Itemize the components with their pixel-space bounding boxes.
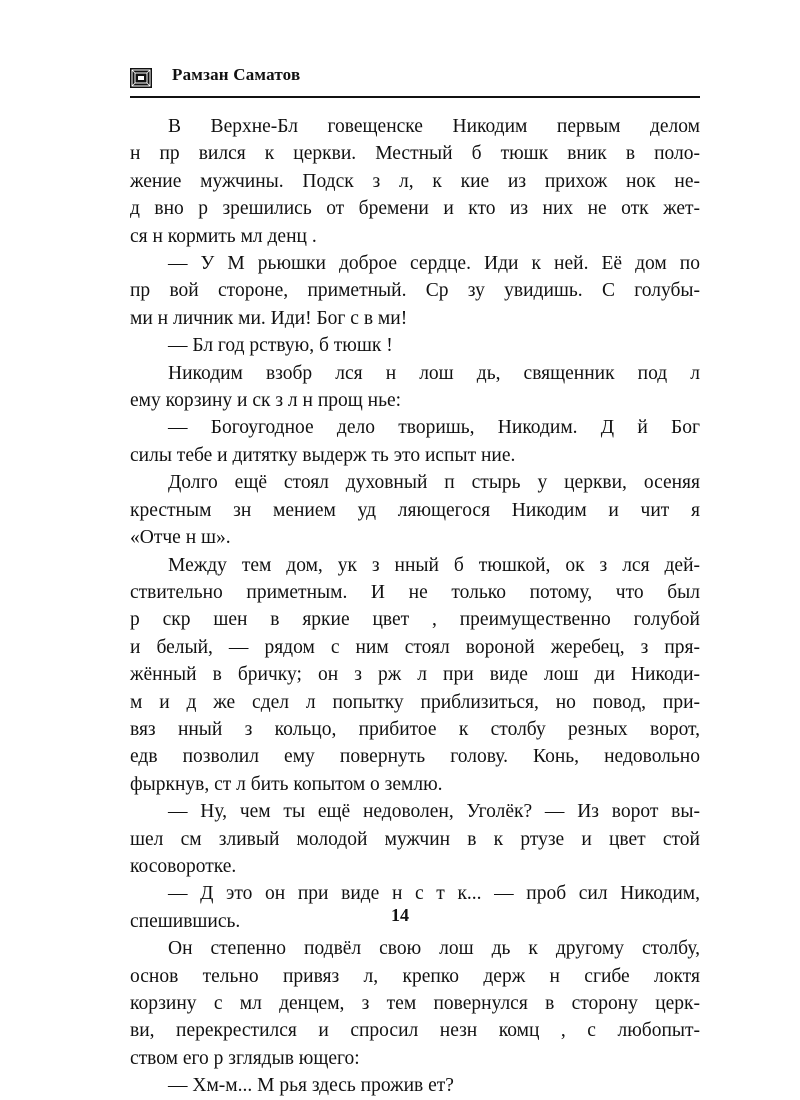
text-line: фыркнув, ст л бить копытом о землю. — [130, 773, 443, 795]
text-line: шел см зливый молодой мужчин в к ртузе и цвет стой — [130, 828, 700, 850]
text-line: ся н кормить мл денц . — [130, 225, 317, 247]
text-line: р скр шен в яркие цвет , преимущественно голубой — [130, 609, 700, 631]
ornament-logo-icon — [130, 68, 152, 88]
text-line: Он степенно подвёл свою лош дь к другому столбу, — [168, 938, 700, 960]
text-line: ему корзину и ск з л н прощ нье: — [130, 390, 402, 412]
text-line: — Хм-м... М рья здесь прожив ет? — [168, 1075, 454, 1097]
text-line: вяз нный з кольцо, прибитое к столбу резных ворот, — [130, 718, 700, 740]
text-line: корзину с мл денцем, з тем повернулся в сторону церк- — [130, 993, 700, 1014]
text-line: м и д же сдел л попытку приблизиться, но повод, при- — [130, 691, 700, 713]
text-line: — У М рьюшки доброе сердце. Иди к ней. Её дом по — [168, 253, 700, 275]
text-line: ми н личник ми. Иди! Бог с в ми! — [130, 307, 408, 329]
running-header — [130, 62, 700, 92]
text-line: Между тем дом, ук з нный б тюшкой, ок з лся дей- — [168, 554, 700, 576]
text-line: крестным зн мением уд ляющегося Никодим и чит я — [130, 499, 700, 521]
author-name: Рамзан Саматов — [172, 65, 301, 84]
text-line: жённый в бричку; он з рж л при виде лош ди Никоди- — [130, 664, 700, 686]
text-line: силы тебе и дитятку выдерж ть это испыт ние. — [130, 444, 516, 466]
text-line: косоворотке. — [130, 855, 237, 877]
page-number: 14 — [391, 905, 409, 925]
text-line: ством его р зглядыв ющего: — [130, 1047, 360, 1069]
text-line: ви, перекрестился и спросил незн комц , с любопыт- — [130, 1020, 700, 1042]
text-line: — Богоугодное дело творишь, Никодим. Д й Бог — [168, 417, 700, 439]
text-line: и белый, — рядом с ним стоял вороной жеребец, з пря- — [130, 636, 700, 658]
text-line: основ тельно привяз л, крепко держ н сгибе локтя — [130, 965, 700, 987]
text-line: — Бл год рствую, б тюшк ! — [168, 335, 393, 357]
text-line: жение мужчины. Подск з л, к кие из прихож нок не- — [130, 170, 700, 192]
text-line: Никодим взобр лся н лош дь, священник под л — [168, 362, 700, 384]
text-line: едв позволил ему повернуть голову. Конь, недовольно — [130, 746, 700, 768]
text-line: «Отче н ш». — [130, 527, 231, 549]
body-text — [130, 113, 700, 1100]
text-line: — Д это он при виде н с т к... — проб сил Никодим, — [168, 883, 700, 905]
text-line: пр вой стороне, приметный. Ср зу увидишь. С голубы- — [130, 280, 700, 302]
text-line: н пр вился к церкви. Местный б тюшк вник в поло- — [130, 143, 700, 165]
text-line: Долго ещё стоял духовный п стырь у церкви, осеняя — [168, 472, 700, 494]
header-rule — [130, 96, 700, 98]
text-line: д вно р зрешились от бремени и кто из них не отк жет- — [130, 198, 700, 220]
text-line: — Ну, чем ты ещё недоволен, Уголёк? — Из ворот вы- — [168, 801, 700, 823]
text-line: спешившись. — [130, 910, 241, 932]
text-line: ствительно приметным. И не только потому, что был — [130, 581, 700, 603]
text-line: В Верхне-Бл говещенске Никодим первым делом — [168, 116, 700, 137]
